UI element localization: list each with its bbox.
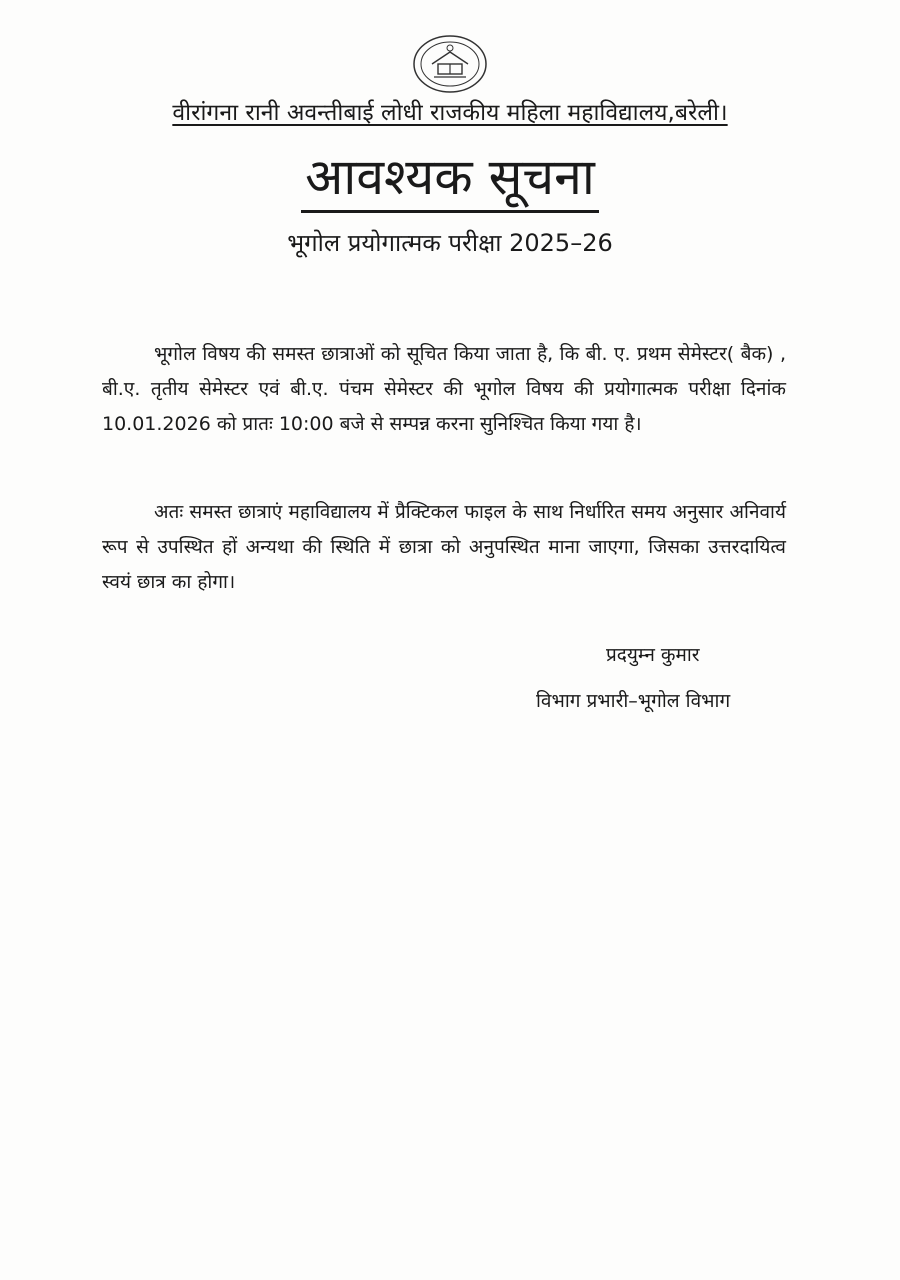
notice-paragraph-1: भूगोल विषय की समस्त छात्राओं को सूचित किया जाता है, कि बी. ए. प्रथम सेमेस्टर( बैक) , बी.ए. तृतीय सेमेस्टर एवं बी.ए. पंचम सेमेस्टर की भूगोल विषय की प्रयोगात्मक परीक्षा दिनांक 10.01.2026 को प्रातः 10:00 बजे से सम्पन्न करना सुनिश्चित किया गया है। <box>102 343 786 435</box>
college-name-text: वीरांगना रानी अवन्तीबाई लोधी राजकीय महिला महाविद्यालय,बरेली। <box>172 100 728 126</box>
notice-subtitle: भूगोल प्रयोगात्मक परीक्षा 2025–26 <box>287 229 613 257</box>
signatory-designation: विभाग प्रभारी–भूगोल विभाग <box>536 690 731 712</box>
notice-title <box>150 146 750 213</box>
notice-title-text: आवश्यक सूचना <box>301 146 599 213</box>
notice-paragraph-2: अतः समस्त छात्राएं महाविद्यालय में प्रैक्टिकल फाइल के साथ निर्धारित समय अनुसार अनिवार्य रूप से उपस्थित हों अन्यथा की स्थिति में छात्रा को अनुपस्थित माना जाएगा, जिसका उत्तरदायित्व स्वयं छात्र का होगा। <box>102 501 786 593</box>
college-name-heading <box>90 98 810 128</box>
college-seal-icon <box>408 34 492 94</box>
signatory-name: प्रदयुम्न कुमार <box>606 644 700 666</box>
